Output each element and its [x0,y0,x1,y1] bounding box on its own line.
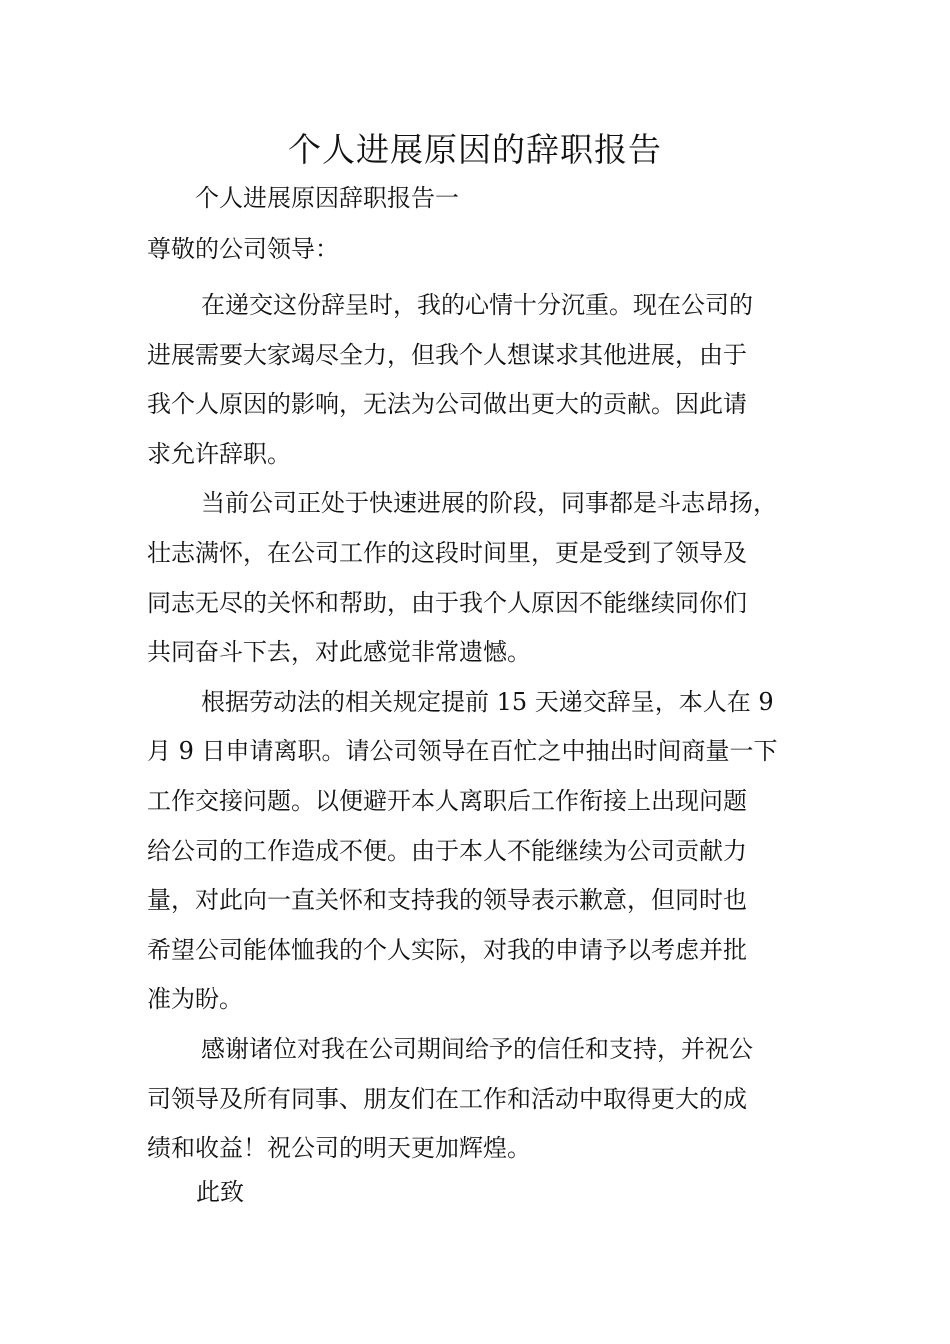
paragraph-line: 根据劳动法的相关规定提前 15 天递交辞呈，本人在 9 [201,687,774,716]
paragraph-line: 感谢诸位对我在公司期间给予的信任和支持，并祝公 [201,1034,753,1063]
paragraph-line: 共同奋斗下去，对此感觉非常遗憾。 [147,638,531,667]
paragraph-line: 量，对此向一直关怀和支持我的领导表示歉意，但同时也 [147,886,747,915]
paragraph-line: 希望公司能体恤我的个人实际，对我的申请予以考虑并批 [147,935,747,964]
paragraph-line: 壮志满怀，在公司工作的这段时间里，更是受到了领导及 [147,538,747,567]
document-subtitle: 个人进展原因辞职报告一 [195,184,459,212]
paragraph-4 [147,1025,827,1174]
paragraph-line: 求允许辞职。 [147,439,291,468]
paragraph-3 [147,678,827,1025]
paragraph-line: 进展需要大家竭尽全力，但我个人想谋求其他进展，由于 [147,340,747,369]
paragraph-line: 月 9 日申请离职。请公司领导在百忙之中抽出时间商量一下 [147,737,778,766]
paragraph-line: 工作交接问题。以便避开本人离职后工作衔接上出现问题 [147,786,747,815]
document-title: 个人进展原因的辞职报告 [288,130,662,169]
paragraph-line: 我个人原因的影响，无法为公司做出更大的贡献。因此请 [147,390,747,419]
paragraph-line: 当前公司正处于快速进展的阶段，同事都是斗志昂扬， [201,489,777,518]
paragraph-1 [147,281,827,479]
closing: 此致 [196,1178,244,1206]
paragraph-line: 司领导及所有同事、朋友们在工作和活动中取得更大的成 [147,1084,747,1113]
paragraph-line: 准为盼。 [147,985,243,1014]
paragraph-line: 在递交这份辞呈时，我的心情十分沉重。现在公司的 [201,291,753,319]
paragraph-line: 同志无尽的关怀和帮助，由于我个人原因不能继续同你们 [147,588,747,617]
salutation: 尊敬的公司领导： [147,235,339,263]
paragraph-line: 绩和收益！祝公司的明天更加辉煌。 [147,1134,531,1163]
paragraph-line: 给公司的工作造成不便。由于本人不能继续为公司贡献力 [147,836,747,865]
letter-body [147,281,827,1174]
paragraph-2 [147,479,827,677]
